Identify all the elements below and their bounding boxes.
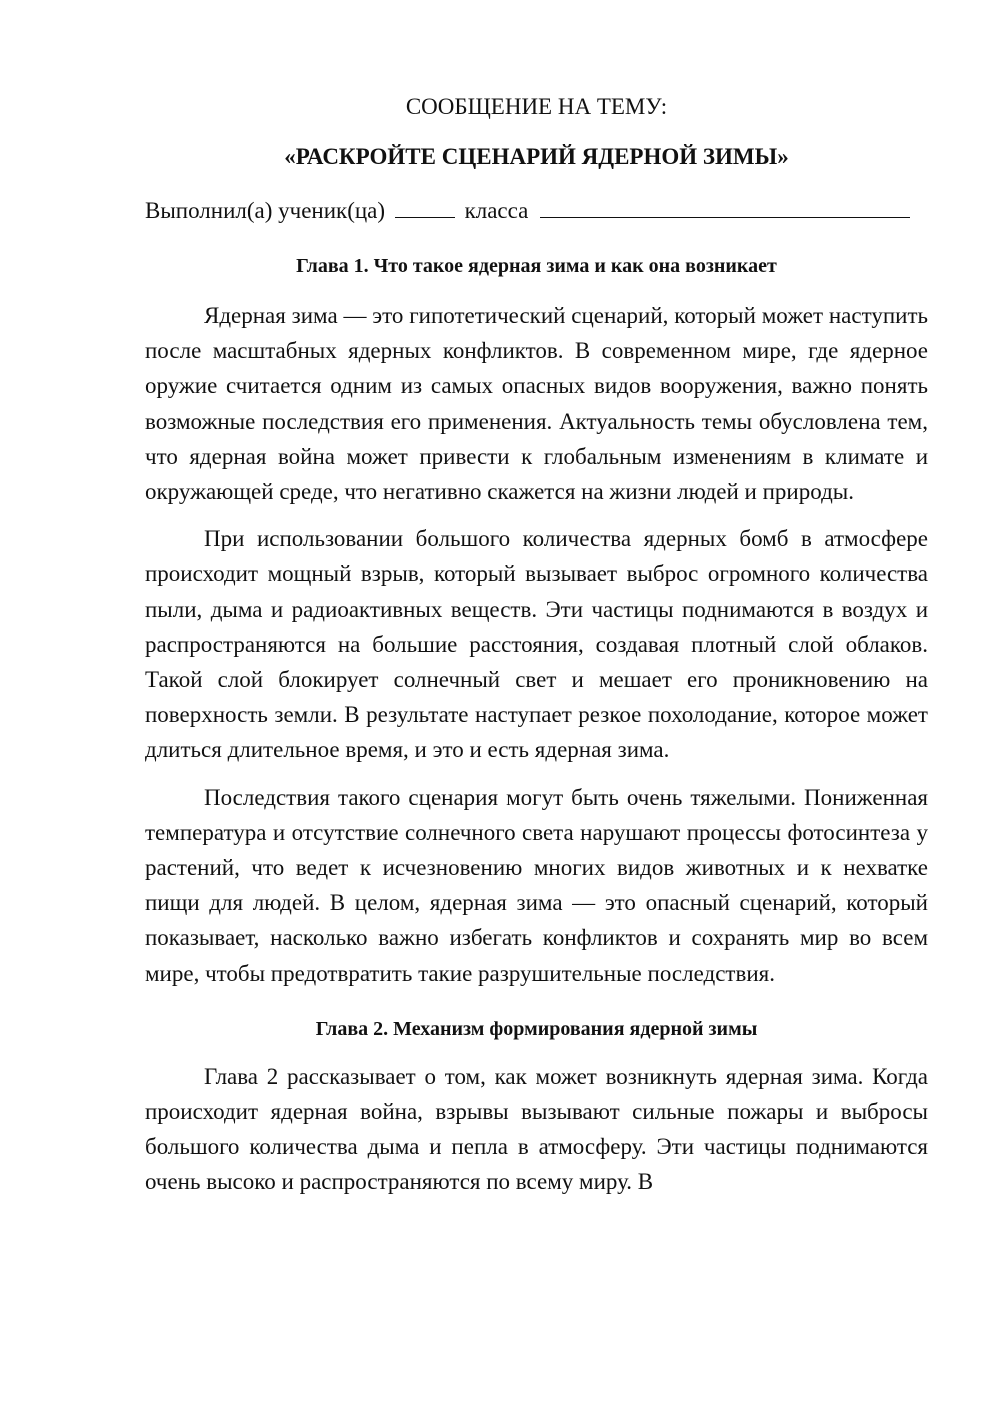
class-label: класса: [464, 198, 529, 223]
chapter-1-heading: Глава 1. Что такое ядерная зима и как она возникает: [296, 255, 777, 277]
chapter-2-paragraph-1: Глава 2 рассказывает о том, как может возникнуть ядерная зима. Когда происходит ядерная война, взрывы вызывают сильные пожары и выбросы большого количества дыма и пепла в атмосферу. Эти частицы поднимаются очень высоко и распространяются по всему миру. В: [145, 1063, 928, 1195]
chapter-1-paragraph-2: При использовании большого количества ядерных бомб в атмосфере происходит мощный взрыв, который вызывает выброс огромного количества пыли, дыма и радиоактивных веществ. Эти частицы поднимаются в воздух и распространяются на большие расстояния, создавая плотный слой облаков. Такой слой блокирует солнечный свет и мешает его проникновению на поверхность земли. В результате наступает резкое похолодание, которое может длиться длительное время, и это и есть ядерная зима.: [145, 526, 928, 763]
chapter-1-paragraph-3: Последствия такого сценария могут быть очень тяжелыми. Пониженная температура и отсутствие солнечного света нарушают процессы фотосинтеза у растений, что ведет к исчезновению многих видов животных и к нехватке пищи для людей. В целом, ядерная зима — это опасный сценарий, который показывает, насколько важно избегать конфликтов и сохранять мир во всем мире, чтобы предотвратить такие разрушительные последствия.: [145, 784, 928, 986]
chapter-1-paragraph-1: Ядерная зима — это гипотетический сценарий, который может наступить после масштабных ядерных конфликтов. В современном мире, где ядерное оружие считается одним из самых опасных видов вооружения, важно понять возможные последствия его применения. Актуальность темы обусловлена тем, что ядерная война может привести к глобальным изменениям в климате и окружающей среде, что негативно скажется на жизни людей и природы.: [145, 303, 928, 505]
class-number-blank: [395, 197, 455, 218]
student-name-blank: [540, 197, 910, 218]
report-title: «РАСКРОЙТЕ СЦЕНАРИЙ ЯДЕРНОЙ ЗИМЫ»: [284, 144, 789, 169]
report-title-prefix: СООБЩЕНИЕ НА ТЕМУ:: [405, 94, 668, 119]
performed-by-label: Выполнил(а) ученик(ца): [145, 198, 386, 223]
document-content: [145, 92, 928, 1200]
student-info-line: [145, 196, 928, 226]
chapter-2-heading: Глава 2. Механизм формирования ядерной зимы: [315, 1017, 758, 1040]
